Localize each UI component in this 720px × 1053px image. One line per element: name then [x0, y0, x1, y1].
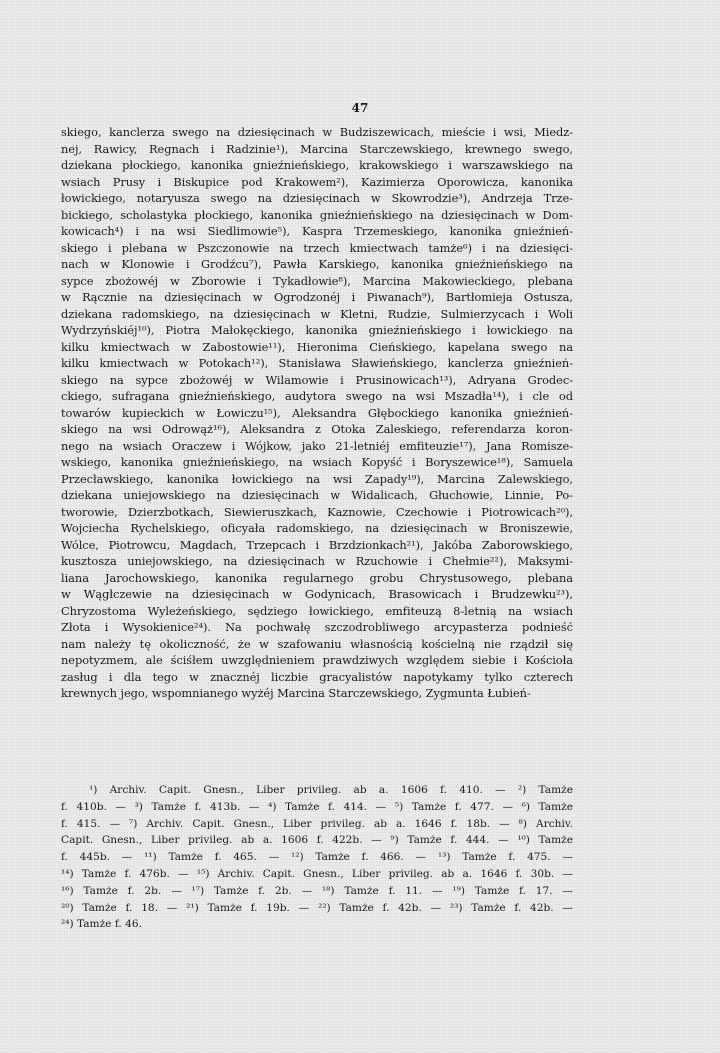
- footnote-line: ²⁰) Tamże f. 18. — ²¹) Tamże f. 19b. — ²²) Tamże f. 42b. — ²³) Tamże f. 42b. —: [61, 901, 573, 914]
- body-line: kusztosza uniejowskiego, na dziesięcinach w Rzuchowie i Chełmie²²), Maksymi-: [61, 554, 573, 568]
- body-line: Wojciecha Rychelskiego, oficyała radomskiego, na dziesięcinach w Broniszewie,: [61, 521, 573, 535]
- page-number: 47: [351, 101, 369, 115]
- body-line: skiego na wsi Odrowąż¹⁶), Aleksandra z Otoka Zaleskiego, referendarza koron-: [61, 422, 573, 436]
- footnote-line: ²⁴) Tamże f. 46.: [61, 918, 142, 931]
- body-line: nej, Rawicy, Regnach i Radzinie¹), Marcina Starczewskiego, krewnego swego,: [61, 141, 573, 156]
- footnotes: [61, 782, 573, 933]
- footnote-line: f. 410b. — ³) Tamże f. 413b. — ⁴) Tamże f. 414. — ⁵) Tamże f. 477. — ⁶) Tamże: [61, 800, 573, 813]
- body-line: towarów kupieckich w Łowiczu¹⁵), Aleksandra Głębockiego kanonika gnieźnień-: [61, 405, 573, 420]
- body-line: ckiego, sufragana gnieźnieńskiego, audytora swego na wsi Mszadła¹⁴), i cle od: [61, 389, 573, 403]
- footnote-line: ¹⁶) Tamże f. 2b. — ¹⁷) Tamże f. 2b. — ¹⁸) Tamże f. 11. — ¹⁹) Tamże f. 17. —: [61, 884, 573, 897]
- body-line: Chryzostoma Wyleżeńskiego, sędziego łowickiego, emfiteuzą 8-letnią na wsiach: [61, 603, 573, 618]
- body-line: kowicach⁴) i na wsi Siedlimowie⁵), Kaspra Trzemeskiego, kanonika gnieźnień-: [61, 224, 573, 238]
- body-line: kilku kmiectwach w Potokach¹²), Stanisława Sławieńskiego, kanclerza gnieźnień-: [61, 356, 573, 370]
- body-line: nego na wsiach Oraczew i Wójkow, jako 21-letniéj emfiteuzie¹⁷), Jana Romisze-: [61, 438, 573, 453]
- body-line: nam należy tę okoliczność, że w szafowaniu własnością kościelną nie rządził się: [61, 636, 573, 651]
- body-line: bickiego, scholastyka płockiego, kanonika gnieźnieńskiego na dziesięcinach w Dom-: [61, 207, 573, 222]
- body-line: dziekana radomskiego, na dziesięcinach w Kletni, Rudzie, Sulmierzycach i Woli: [61, 306, 573, 321]
- body-line: skiego na sypce zbożowéj w Wilamowie i Prusinowicach¹³), Adryana Grodec-: [61, 372, 573, 387]
- body-line: dziekana uniejowskiego na dziesięcinach w Widalicach, Głuchowie, Linnie, Po-: [61, 488, 573, 502]
- body-line: skiego, kanclerza swego na dziesięcinach w Budziszewicach, mieście i wsi, Miedz-: [61, 125, 573, 139]
- body-line: zasług i dla tego w znacznéj liczbie gracyalistów napotykamy tylko czterech: [61, 669, 573, 684]
- body-text: [61, 124, 573, 702]
- body-line: łowickiego, notaryusza swego na dziesięcinach w Skowrodzie³), Andrzeja Trze-: [61, 191, 573, 205]
- body-line: Wólce, Piotrowcu, Magdach, Trzepcach i Brzdzionkach²¹), Jakóba Zaborowskiego,: [61, 537, 573, 552]
- body-line: Przecławskiego, kanonika łowickiego na wsi Zapady¹⁹), Marcina Zalewskiego,: [61, 471, 573, 486]
- footnote-line: f. 415. — ⁷) Archiv. Capit. Gnesn., Liber privileg. ab a. 1646 f. 18b. — ⁸) Archiv.: [61, 817, 573, 830]
- body-line: wsiach Prusy i Biskupice pod Krakowem²), Kazimierza Oporowicza, kanonika: [61, 174, 573, 189]
- body-line: sypce zbożowéj w Zborowie i Tykadłowie⁸), Marcina Makowieckiego, plebana: [61, 273, 573, 288]
- body-line: Wydrzyńskiéj¹⁰), Piotra Małokęckiego, kanonika gnieźnieńskiego i łowickiego na: [61, 323, 573, 337]
- footnote-line: ¹) Archiv. Capit. Gnesn., Liber privileg. ab a. 1606 f. 410. — ²) Tamże: [89, 784, 573, 796]
- footnote-line: ¹⁴) Tamże f. 476b. — ¹⁵) Archiv. Capit. Gnesn., Liber privileg. ab a. 1646 f. 30b. —: [61, 867, 573, 880]
- body-line: nach w Klonowie i Grodźcu⁷), Pawła Karskiego, kanonika gnieźnieńskiego na: [61, 257, 573, 271]
- body-line: nepotyzmem, ale ściśłem uwzględnieniem prawdziwych względem siebie i Kościoła: [61, 653, 573, 667]
- body-line: liana Jarochowskiego, kanonika regularnego grobu Chrystusowego, plebana: [61, 570, 573, 585]
- body-line: kilku kmiectwach w Zabostowie¹¹), Hieronima Cieńskiego, kapelana swego na: [61, 339, 573, 354]
- body-line: Złota i Wysokienice²⁴). Na pochwałę szczodrobliwego arcypasterza podnieść: [61, 620, 573, 634]
- body-line: w Rącznie na dziesięcinach w Ogrodzonéj i Piwanach⁹), Bartłomieja Ostusza,: [61, 290, 573, 304]
- body-line: dziekana płockiego, kanonika gnieźnieńskiego, krakowskiego i warszawskiego na: [61, 158, 573, 172]
- footnote-line: f. 445b. — ¹¹) Tamże f. 465. — ¹²) Tamże f. 466. — ¹³) Tamże f. 475. —: [61, 851, 573, 864]
- body-line: wskiego, kanonika gnieźnieńskiego, na wsiach Kopyść i Boryszewice¹⁸), Samuela: [61, 455, 573, 469]
- body-line: skiego i plebana w Pszczonowie na trzech kmiectwach tamże⁶) i na dziesięci-: [61, 240, 573, 255]
- body-line: tworowie, Dzierzbotkach, Siewieruszkach, Kaznowie, Czechowie i Piotrowicach²⁰),: [61, 504, 573, 519]
- body-line: krewnych jego, wspomnianego wyżéj Marcina Starczewskiego, Zygmunta Łubień-: [61, 686, 531, 700]
- body-line: w Wągłczewie na dziesięcinach w Godynicach, Brasowicach i Brudzewku²³),: [61, 587, 573, 601]
- footnote-line: Capit. Gnesn., Liber privileg. ab a. 1606 f. 422b. — ⁹) Tamże f. 444. — ¹⁰) Tamże: [61, 834, 573, 847]
